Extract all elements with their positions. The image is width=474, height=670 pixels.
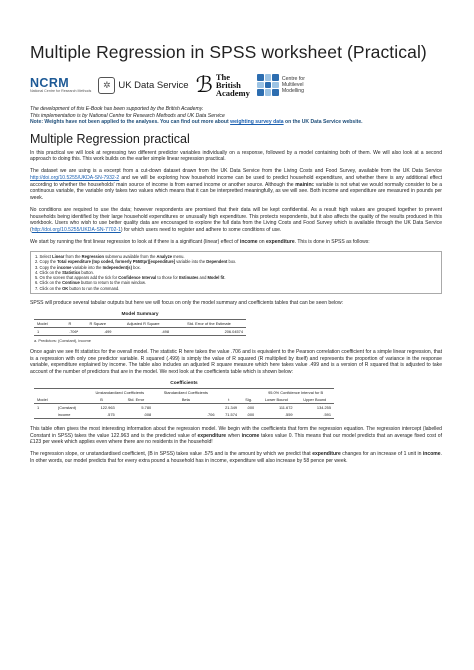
table-row: income .575 .008 .706 71.574 .000 .559 .591: [34, 411, 334, 419]
coefficients-table: [34, 388, 334, 419]
paragraph-start: We start by running the first linear regression to look at if there is a significant (linear) effect of income on expenditure. This is done in SPSS as follows:: [30, 238, 370, 245]
coefficients-table-block: [34, 381, 334, 426]
table-row: 1 .706ᵃ .499 .498 206.04574: [34, 328, 246, 336]
paragraph-dataset: The dataset we are using is a excerpt from a cut-down dataset drawn from the UK Data Service from the Living Costs and Food Survey, available from the UK Data Service http://doi.org/10.5255/UKDA-SN-7932-2 and we will be exploring how household income can be used to predict household expenditure, and whether there is any additional effect according to whether the households' main source of income is from earned income or another source. Although the maininc variable is not what we would normally consider to be a continuous variable, the variable only takes two values which means that it can be interpretted meaningfully, as we will see. Both income and expenditure are measured in pounds per week.: [30, 168, 443, 201]
british-academy-mark-icon: ℬ: [195, 72, 213, 97]
uk-data-service-mark-icon: ✲: [98, 77, 115, 94]
step-item: 1. Select Linear from the Regression submenu available from the Analyze menu.: [35, 253, 185, 259]
ncrm-logo: [30, 77, 91, 93]
full-data-doi-link[interactable]: http://doi.org/10.5255/UKDA-SN-7702-1: [31, 226, 121, 233]
table-header: Model: [37, 321, 48, 327]
document-title: Multiple Regression in SPSS worksheet (Practical): [30, 42, 427, 62]
table-header: Std. Error of the Estimate: [187, 321, 231, 327]
british-academy-logo: [196, 73, 250, 97]
model-summary-title: Model Summary: [121, 312, 159, 318]
uk-data-service-logo-text: UK Data Service: [118, 79, 189, 91]
weighting-survey-data-link[interactable]: weighting survey data: [230, 119, 284, 126]
section-heading: Multiple Regression practical: [30, 131, 190, 146]
model-summary-table-block: [34, 312, 246, 343]
paragraph-slope: The regression slope, or unstandardised coefficient, (B in SPSS) takes value .575 and is the amount by which we predict that expenditure changes for an increase of 1 unit in income. In other words, our model predicts that for every extra pound a household has in income, expenditure will also increase by 58 pence per week.: [30, 451, 442, 464]
step-item: 6. Click on the Continue button to return to the main window.: [35, 280, 146, 286]
note-implementation: This implementation is by National Centre for Research Methods and UK Data Service: [30, 112, 225, 119]
paragraph-fit-statistics: Once again we see fit statistics for the overall model. The statistic R here takes the value .706 and is equivalent to the Pearson correlation coefficient for a simple linear regression, that is a regression with only one predictor variable. R squared (.499) is simply the value of R squared (R multiplied by itself) and represents the proportion of variance in the response variable, expenditure explained by income. The table also includes an adjusted R square measure which here takes value .499 and is a version of R squared that is adjusted to take account of the number of predictors that are in the model. We next look at the coefficients table which is shown below:: [30, 349, 442, 375]
table-group-header: 95.0% Confidence Interval for B: [268, 389, 324, 395]
table-header: Sig.: [245, 396, 252, 402]
logo-row: [30, 67, 442, 103]
cmm-logo-text: Centre for Multilevel Modelling: [281, 76, 305, 94]
note-weights: Note: Weights have not been applied to the analyses. You can find out more about weighting survey data on the UK Data Service website.: [30, 119, 363, 126]
dataset-doi-link[interactable]: http://doi.org/10.5255/UKDA-SN-7932-2: [30, 175, 120, 182]
notes-block: [30, 106, 442, 126]
model-summary-footnote: a. Predictors: (Constant), income: [34, 338, 91, 344]
table-header: Beta: [181, 396, 190, 402]
document-body: [30, 150, 442, 465]
table-header: Adjusted R Square: [126, 321, 160, 327]
table-header: Upper Bound: [303, 396, 327, 402]
note-funding: The development of this E-Book has been supported by the British Academy.: [30, 106, 204, 112]
cmm-logo: [257, 74, 305, 96]
table-header: Lower Bound: [264, 396, 288, 402]
table-header: Std. Error: [127, 396, 145, 402]
table-group-header: Unstandardized Coefficients: [95, 389, 145, 395]
table-row: 1 (Constant) 122.963 5.780 21.349 .000 111.672 134.255: [37, 404, 331, 410]
coefficients-title: Coefficients: [170, 380, 198, 386]
table-header: t: [228, 396, 230, 402]
table-header: Model: [37, 396, 48, 402]
table-header: R Square: [89, 321, 106, 327]
step-item: 7. Click on the OK button to run the command.: [35, 285, 120, 291]
table-header: B: [100, 396, 103, 402]
paragraph-outputs: SPSS will produce several tabular outputs but here we will focus on only the model summary and coefficients tables that can be seen below:: [30, 299, 343, 306]
step-item: 3. Copy the income variable into the Independent(s) box.: [35, 264, 141, 270]
model-summary-table: [34, 319, 246, 336]
cmm-grid-icon: [257, 74, 279, 96]
step-item: 4. Click on the Statistics button.: [35, 269, 94, 275]
ncrm-logo-subtext: National Centre for Research Methods: [30, 89, 92, 93]
ncrm-logo-text: NCRM: [30, 76, 70, 90]
paragraph-conditions: No conditions are required to use the data; however respondents are promised that their data will be kept confidential. As a result high values are grouped together to prevent households being identified by their large household expenditures or unusually high expenditure. This protects respondents, but it also affects the quality of the results produced in this workbook. Users who wish to use better quality data are encouraged to explore the full data from the Living Costs and Food Survey which is available through the UK Data Service (http://doi.org/10.5255/UKDA-SN-7702-1) for which users need to register and adhere to some conditions of use.: [30, 206, 442, 233]
paragraph-intro: In this practical we will look at regressing two different predictor variables individually on a response, followed by a model containing both of them. We will also look at a second approach to doing this. This work builds on the earlier simple linear regression practical.: [30, 149, 442, 163]
british-academy-logo-text: The British Academy: [215, 72, 250, 98]
table-header: R: [68, 321, 72, 327]
spss-steps-box: [30, 251, 442, 294]
table-group-header: Standardized Coefficients: [163, 389, 208, 395]
uk-data-service-logo: [98, 77, 188, 94]
step-item: 5. On the screen that appears add the tick for Confidence Interval to those for Estimates and Model fit.: [35, 275, 226, 281]
step-item: 2. Copy the Total expenditure (top coded, formerly P550tpr)[expenditure] variable into the Dependent box.: [35, 259, 237, 265]
paragraph-coefficients: This table often gives the most interesting information about the regression model. We begin with the coefficients that form the regression equation. The regression intercept (labelled Constant in SPSS) takes the value 122.963 and is the predicted value of expenditure when income takes value 0. This means that our model predicts that an average fixed cost of £123 per week which applies even where there are no residents in the household!: [30, 425, 442, 446]
